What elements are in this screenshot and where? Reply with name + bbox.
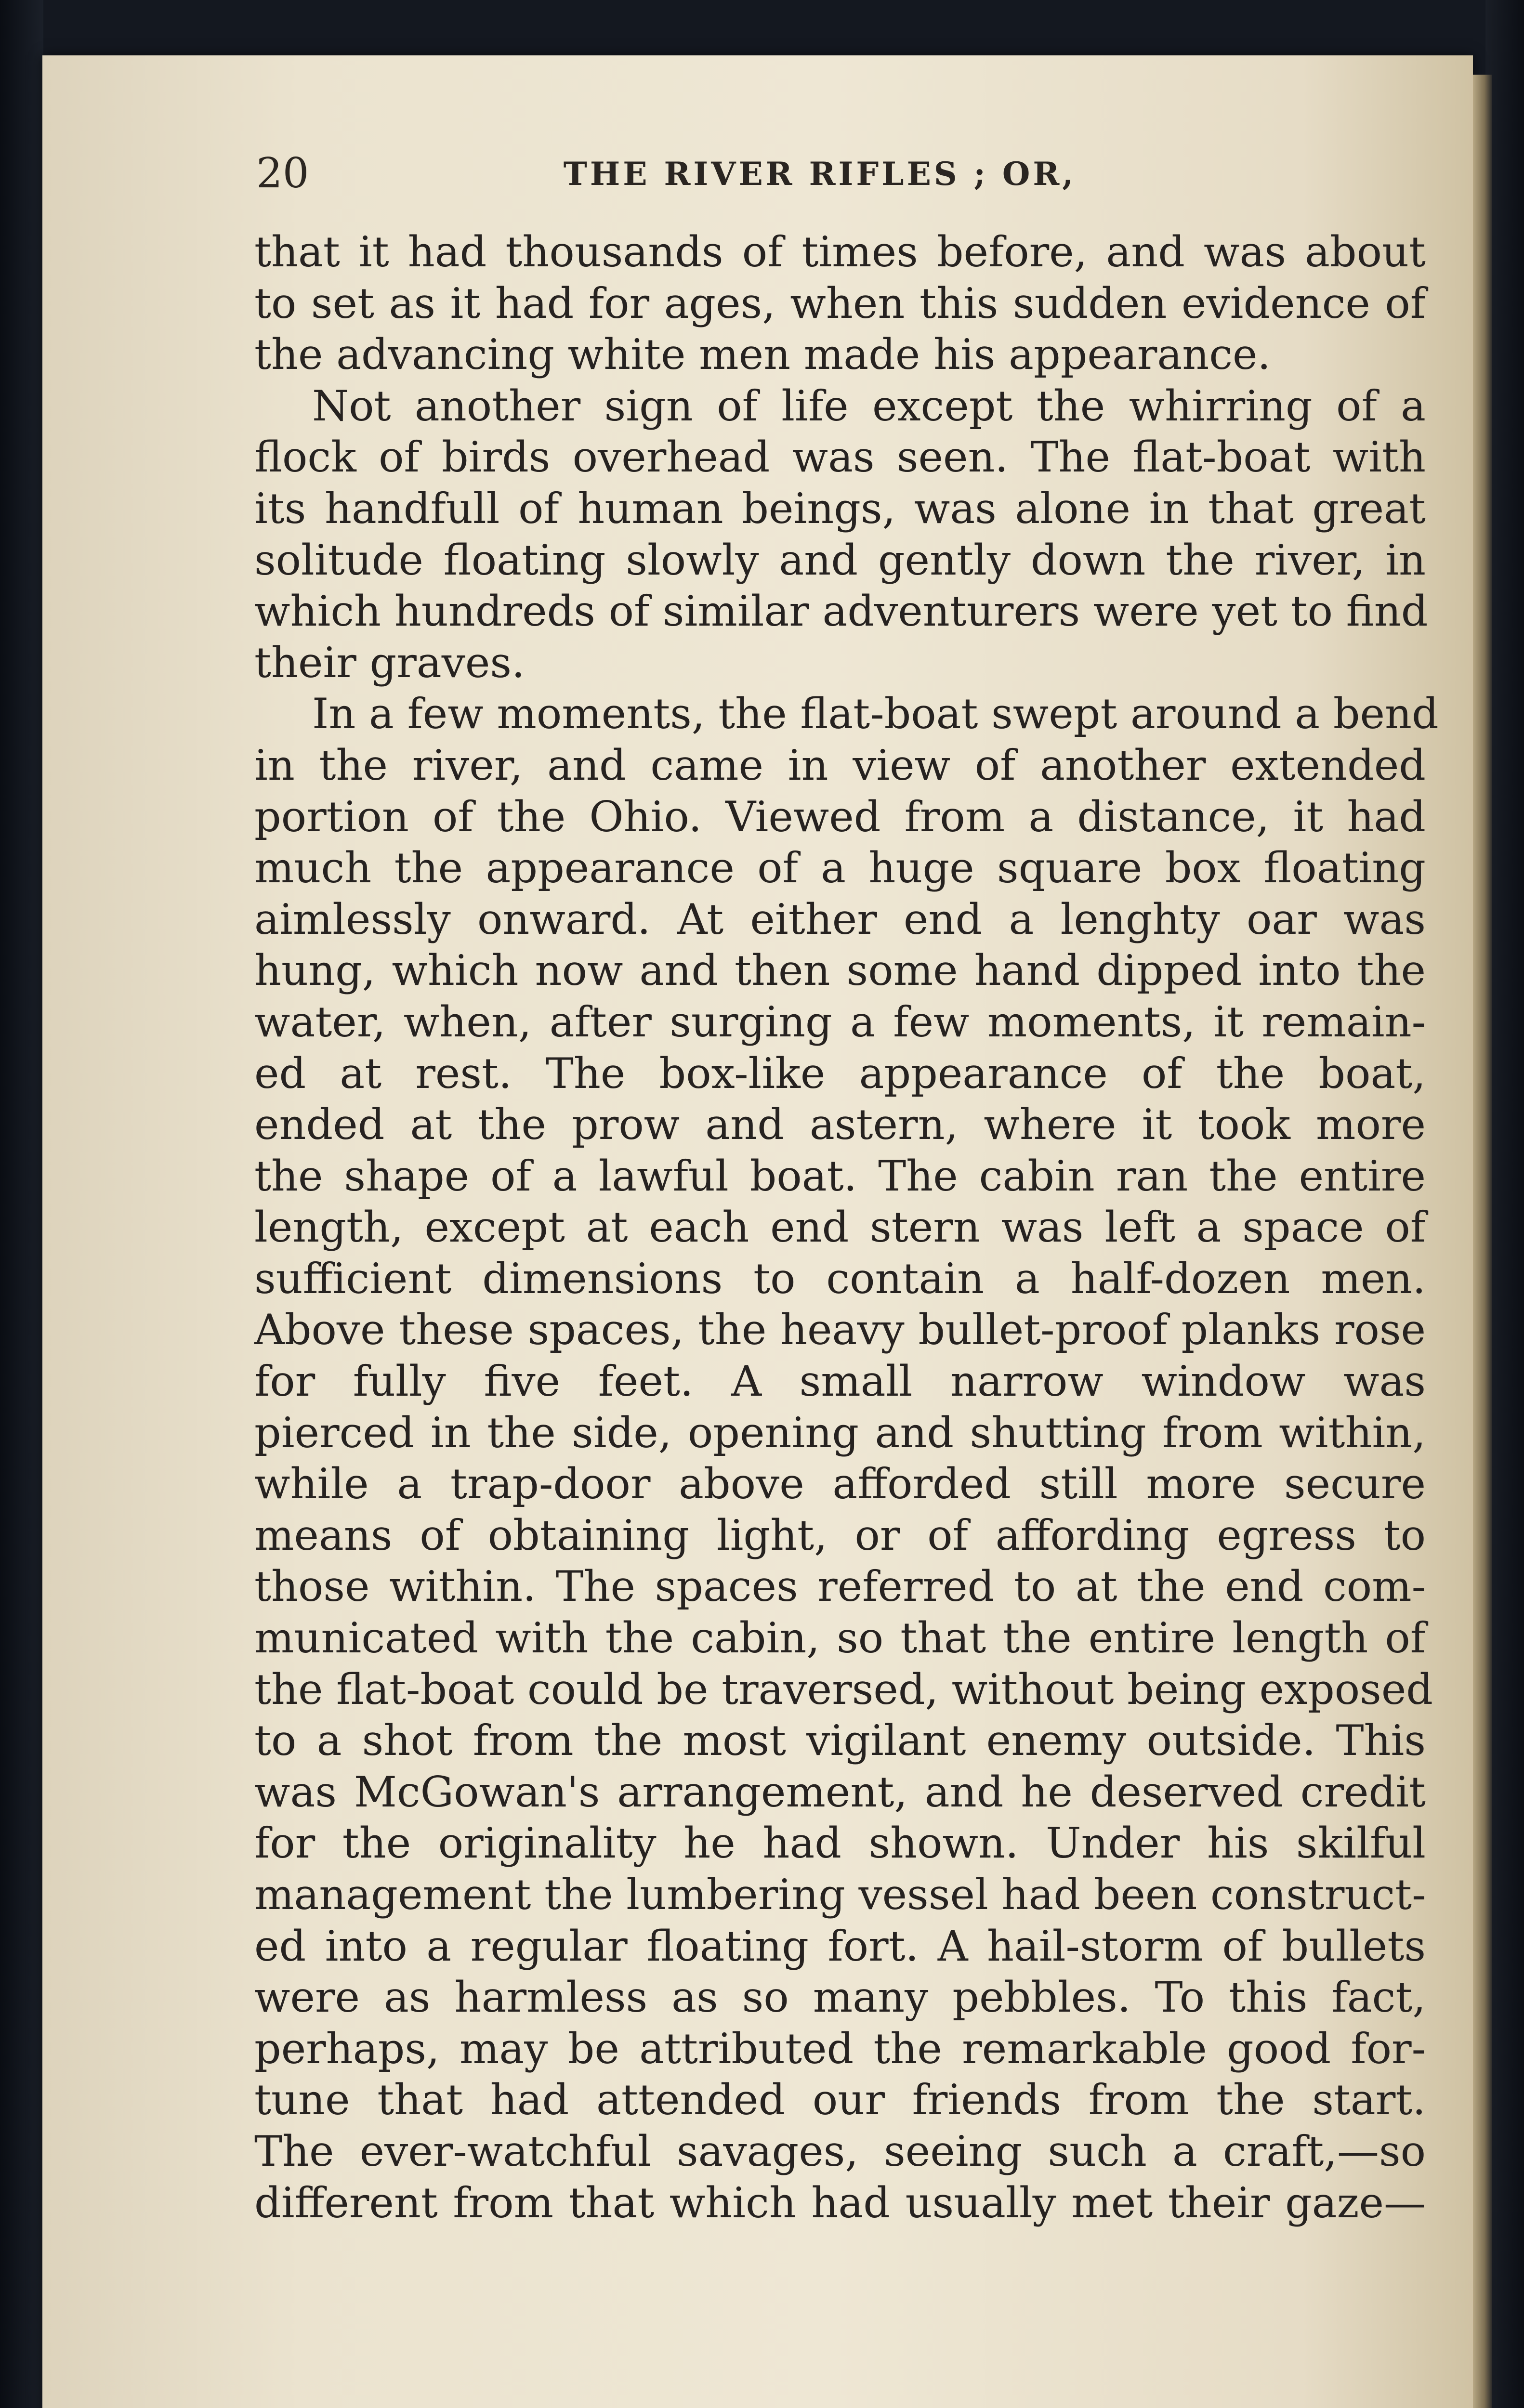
text-line: pierced in the side, opening and shutting from within, bbox=[254, 1408, 1426, 1457]
text-line: were as harmless as so many pebbles. To this fact, bbox=[254, 1973, 1426, 2022]
text-line: different from that which had usually met their gaze— bbox=[254, 2178, 1426, 2227]
text-line: in the river, and came in view of another extended bbox=[254, 740, 1426, 790]
text-line: ended at the prow and astern, where it took more bbox=[254, 1100, 1426, 1150]
text-line: those within. The spaces referred to at the end com- bbox=[254, 1562, 1426, 1611]
text-line: that it had thousands of times before, and was about bbox=[254, 227, 1426, 276]
text-line: length, except at each end stern was left a space of bbox=[254, 1203, 1426, 1252]
text-line: solitude floating slowly and gently down the river, in bbox=[254, 535, 1426, 585]
text-line: the shape of a lawful boat. The cabin ran the entire bbox=[254, 1151, 1426, 1201]
text-line: its handfull of human beings, was alone in that great bbox=[254, 484, 1426, 533]
text-line: tune that had attended our friends from the start. bbox=[254, 2075, 1426, 2125]
text-line: to a shot from the most vigilant enemy outside. This bbox=[254, 1716, 1426, 1766]
text-line: while a trap-door above afforded still more secure bbox=[254, 1459, 1426, 1509]
text-line: was McGowan's arrangement, and he deserved credit bbox=[254, 1767, 1426, 1817]
text-line: municated with the cabin, so that the entire length of bbox=[254, 1613, 1426, 1663]
text-line: their graves. bbox=[254, 638, 525, 687]
text-line: means of obtaining light, or of affording egress to bbox=[254, 1510, 1426, 1560]
page-edge bbox=[1473, 75, 1492, 2408]
text-line: The ever-watchful savages, seeing such a craft,—so bbox=[254, 2126, 1426, 2176]
scanner-background-left bbox=[0, 0, 43, 2408]
running-head-title: THE RIVER RIFLES ; OR, bbox=[563, 155, 1077, 193]
text-line: management the lumbering vessel had been construct- bbox=[254, 1870, 1426, 1919]
text-line: aimlessly onward. At either end a lenghty oar was bbox=[254, 894, 1426, 944]
text-line: Not another sign of life except the whirring of a bbox=[312, 381, 1426, 431]
text-line: to set as it had for ages, when this sudden evidence of bbox=[254, 278, 1426, 328]
text-line: the advancing white men made his appearance. bbox=[254, 330, 1271, 380]
text-line: ed into a regular floating fort. A hail-storm of bullets bbox=[254, 1921, 1426, 1971]
paragraph bbox=[254, 226, 1426, 380]
text-line: the flat-boat could be traversed, without being exposed bbox=[254, 1664, 1433, 1714]
text-line: ed at rest. The box-like appearance of the boat, bbox=[254, 1048, 1426, 1098]
text-line: hung, which now and then some hand dipped into the bbox=[254, 946, 1426, 995]
text-line: for fully five feet. A small narrow window was bbox=[254, 1357, 1426, 1406]
running-head bbox=[218, 144, 1422, 202]
text-line: which hundreds of similar adventurers were yet to find bbox=[254, 587, 1428, 636]
text-line: sufficient dimensions to contain a half-dozen men. bbox=[254, 1254, 1426, 1303]
text-line: for the originality he had shown. Under his skilful bbox=[254, 1819, 1426, 1868]
text-line: Above these spaces, the heavy bullet-proof planks rose bbox=[254, 1305, 1426, 1355]
text-line: In a few moments, the flat-boat swept around a bend bbox=[312, 689, 1439, 739]
text-line: perhaps, may be attributed the remarkable good for- bbox=[254, 2024, 1426, 2073]
text-line: flock of birds overhead was seen. The flat-boat with bbox=[254, 432, 1426, 482]
text-line: portion of the Ohio. Viewed from a distance, it had bbox=[254, 792, 1426, 841]
paragraph bbox=[254, 688, 1439, 2228]
page-number: 20 bbox=[256, 149, 309, 197]
paragraph bbox=[254, 380, 1426, 689]
text-line: water, when, after surging a few moments, it remain- bbox=[254, 997, 1426, 1047]
text-line: much the appearance of a huge square box floating bbox=[254, 843, 1426, 893]
body-text bbox=[254, 226, 1439, 2228]
